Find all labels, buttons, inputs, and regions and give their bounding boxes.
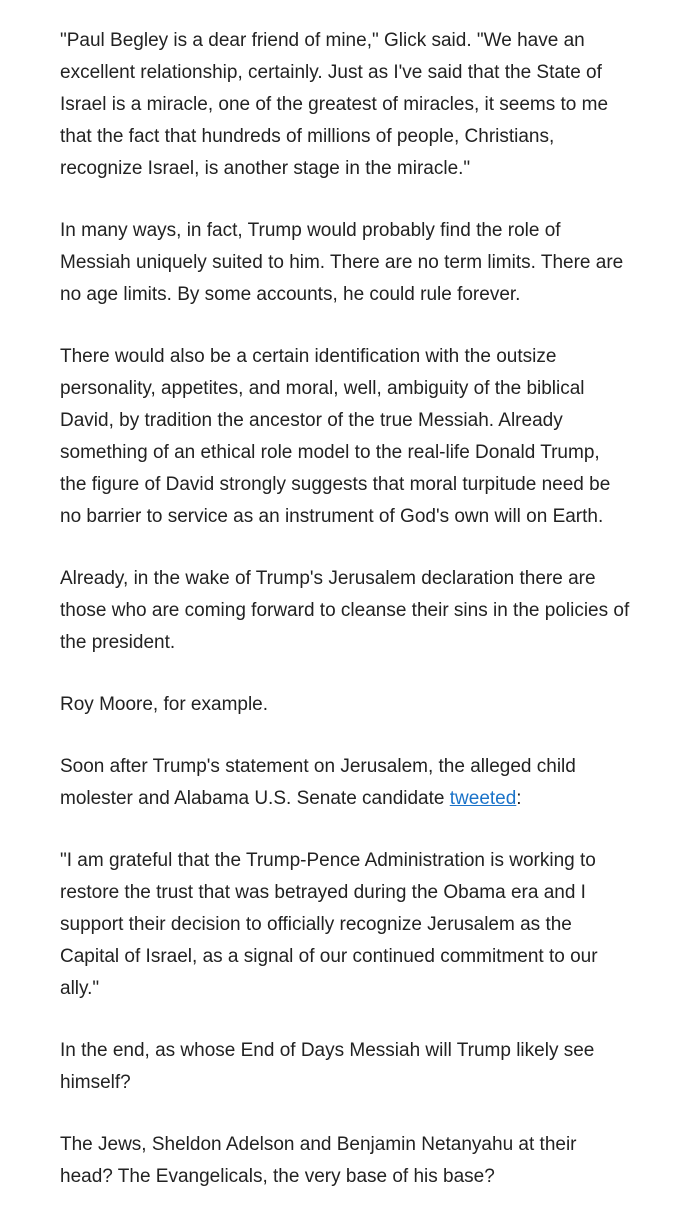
paragraph-jerusalem-declaration: Already, in the wake of Trump's Jerusalem declaration there are those who are coming forward to cleanse their sins in the policies of the president. (60, 568, 630, 653)
paragraph-tweet-intro (60, 751, 685, 815)
paragraph-messiah-role: In many ways, in fact, Trump would probably find the role of Messiah uniquely suited to him. There are no term limits. There are no age limits. By some accounts, he could rule forever. (60, 220, 624, 305)
paragraph-david-identification: There would also be a certain identification with the outsize personality, appetites, and moral, well, ambiguity of the biblical David, by tradition the ancestor of the true Messiah. Already something of an ethical role model to the real-life Donald Trump, the figure of David strongly suggests that moral turpitude need be no barrier to service as an instrument of God's own will on Earth. (60, 346, 611, 527)
paragraph-moore-tweet-quote: "I am grateful that the Trump-Pence Administration is working to restore the trust that was betrayed during the Obama era and I support their decision to officially recognize Jerusalem as the Capital of Israel, as a signal of our continued commitment to our ally." (60, 850, 598, 999)
paragraph-end-of-days-question: In the end, as whose End of Days Messiah will Trump likely see himself? (60, 1040, 595, 1093)
tweet-intro-text: Soon after Trump's statement on Jerusalem, the alleged child molester and Alabama U.S. Senate candidate (60, 756, 576, 809)
tweeted-link[interactable]: tweeted (449, 788, 517, 809)
article-body (60, 25, 685, 1223)
paragraph-roy-moore: Roy Moore, for example. (60, 694, 269, 715)
paragraph-glick-quote: "Paul Begley is a dear friend of mine," Glick said. "We have an excellent relationship, certainly. Just as I've said that the State of Israel is a miracle, one of the greatest of miracles, it seems to me that the fact that hundreds of millions of people, Christians, recognize Israel, is another stage in the miracle." (60, 30, 609, 179)
paragraph-jews-evangelicals-question: The Jews, Sheldon Adelson and Benjamin Netanyahu at their head? The Evangelicals, the very base of his base? (60, 1134, 577, 1187)
tweet-intro-colon: : (516, 788, 522, 809)
